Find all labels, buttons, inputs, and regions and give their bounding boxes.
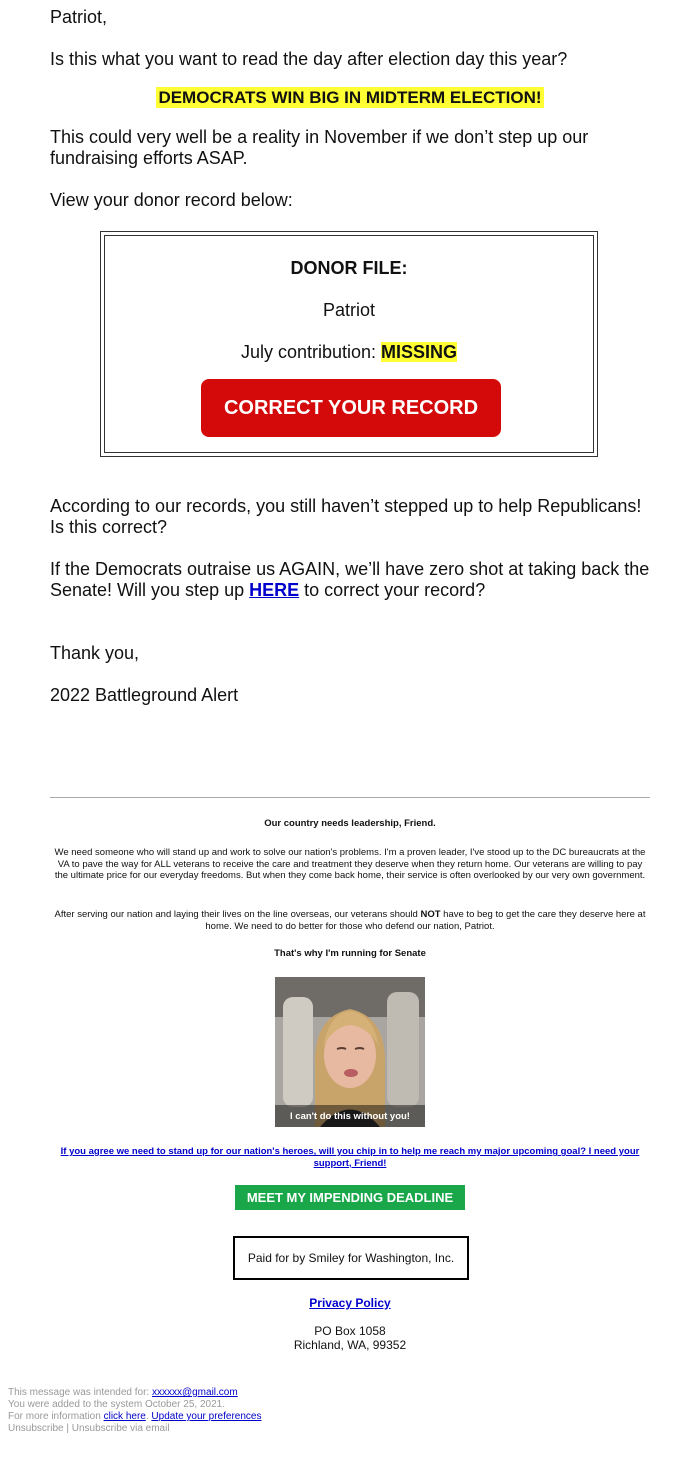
- sponsor-paragraph-2: [50, 909, 650, 932]
- paragraph-outraise: [50, 559, 660, 601]
- sponsor-heading: Our country needs leadership, Friend.: [264, 818, 436, 829]
- here-link[interactable]: HERE: [249, 580, 300, 600]
- donor-file-title: DONOR FILE:: [290, 258, 408, 278]
- contribution-label: July contribution:: [240, 342, 382, 362]
- headline: [0, 88, 700, 108]
- correct-record-button[interactable]: CORRECT YOUR RECORD: [201, 379, 501, 437]
- donor-file-box: [100, 231, 598, 457]
- contribution-status: MISSING: [381, 342, 458, 362]
- mailing-address: [0, 1324, 700, 1352]
- donor-file-inner: [104, 235, 594, 453]
- divider: [50, 797, 650, 798]
- sponsor-paragraph-1: We need someone who will stand up and work to solve our nation's problems. I'm a proven leader, I've stood up to the DC bureaucrats at the VA to pave the way for ALL veterans to receive the care and treatment they deserve when they return home. Our veterans are willing to pay the ultimate price for our everyday freedoms. But when they come back home, their service is often overlooked by our very own government.: [54, 847, 646, 881]
- intended-label: This message was intended for:: [8, 1387, 152, 1398]
- click-here-link[interactable]: click here: [103, 1411, 146, 1422]
- more-info-text: For more information: [8, 1411, 104, 1422]
- intro-text: Is this what you want to read the day after election day this year?: [50, 49, 568, 69]
- appeal-link[interactable]: If you agree we need to stand up for our nation's heroes, will you chip in to help me reach my major upcoming goal? I need your support, Friend!: [60, 1146, 640, 1169]
- sponsor-p2-bold: NOT: [420, 909, 441, 920]
- more-info-period: .: [145, 1411, 152, 1422]
- headline-highlight: DEMOCRATS WIN BIG IN MIDTERM ELECTION!: [158, 88, 542, 107]
- signature: 2022 Battleground Alert: [50, 685, 239, 705]
- greeting: Patriot,: [50, 7, 108, 27]
- paragraph-records: According to our records, you still haven’t stepped up to help Republicans! Is this correct?: [50, 496, 642, 537]
- privacy-wrapper: [0, 1296, 700, 1310]
- privacy-policy-link[interactable]: Privacy Policy: [309, 1296, 391, 1310]
- intended-email-link[interactable]: xxxxxx@gmail.com: [151, 1387, 238, 1398]
- running-for-senate: That's why I'm running for Senate: [274, 948, 426, 959]
- appeal-link-wrapper: [50, 1146, 650, 1169]
- signoff: Thank you,: [50, 643, 140, 663]
- added-date: You were added to the system October 25, 2021.: [8, 1399, 225, 1410]
- outraise-text: If the Democrats outraise us AGAIN, we’ll have zero shot at taking back the Senate! Will you step up: [50, 559, 650, 600]
- photo-caption: I can't do this without you!: [290, 1111, 410, 1122]
- address-line-1: PO Box 1058: [314, 1324, 386, 1338]
- donor-name: Patriot: [322, 300, 376, 320]
- address-line-2: Richland, WA, 99352: [293, 1338, 407, 1352]
- donor-contribution: [105, 342, 593, 363]
- candidate-photo[interactable]: [275, 977, 425, 1127]
- unsubscribe-links[interactable]: Unsubscribe | Unsubscribe via email: [8, 1423, 170, 1434]
- paid-for-box: Paid for by Smiley for Washington, Inc.: [233, 1236, 469, 1280]
- candidate-photo-illustration: [275, 977, 425, 1127]
- outraise-text-end: to correct your record?: [299, 580, 486, 600]
- more-info: [8, 1411, 261, 1423]
- paragraph-reality: This could very well be a reality in November if we don’t step up our fundraising efforts ASAP.: [50, 127, 589, 168]
- intended-for: [8, 1387, 238, 1399]
- update-preferences-link[interactable]: Update your preferences: [151, 1411, 262, 1422]
- sponsor-p2-text: After serving our nation and laying their lives on the line overseas, our veterans should: [54, 909, 421, 920]
- paragraph-view-record: View your donor record below:: [50, 190, 293, 210]
- sponsor-p2-text-end: have to beg to get the care they deserve here at home. We need to do better for those who defend our nation, Patriot.: [205, 909, 646, 932]
- meet-deadline-button[interactable]: MEET MY IMPENDING DEADLINE: [235, 1185, 465, 1210]
